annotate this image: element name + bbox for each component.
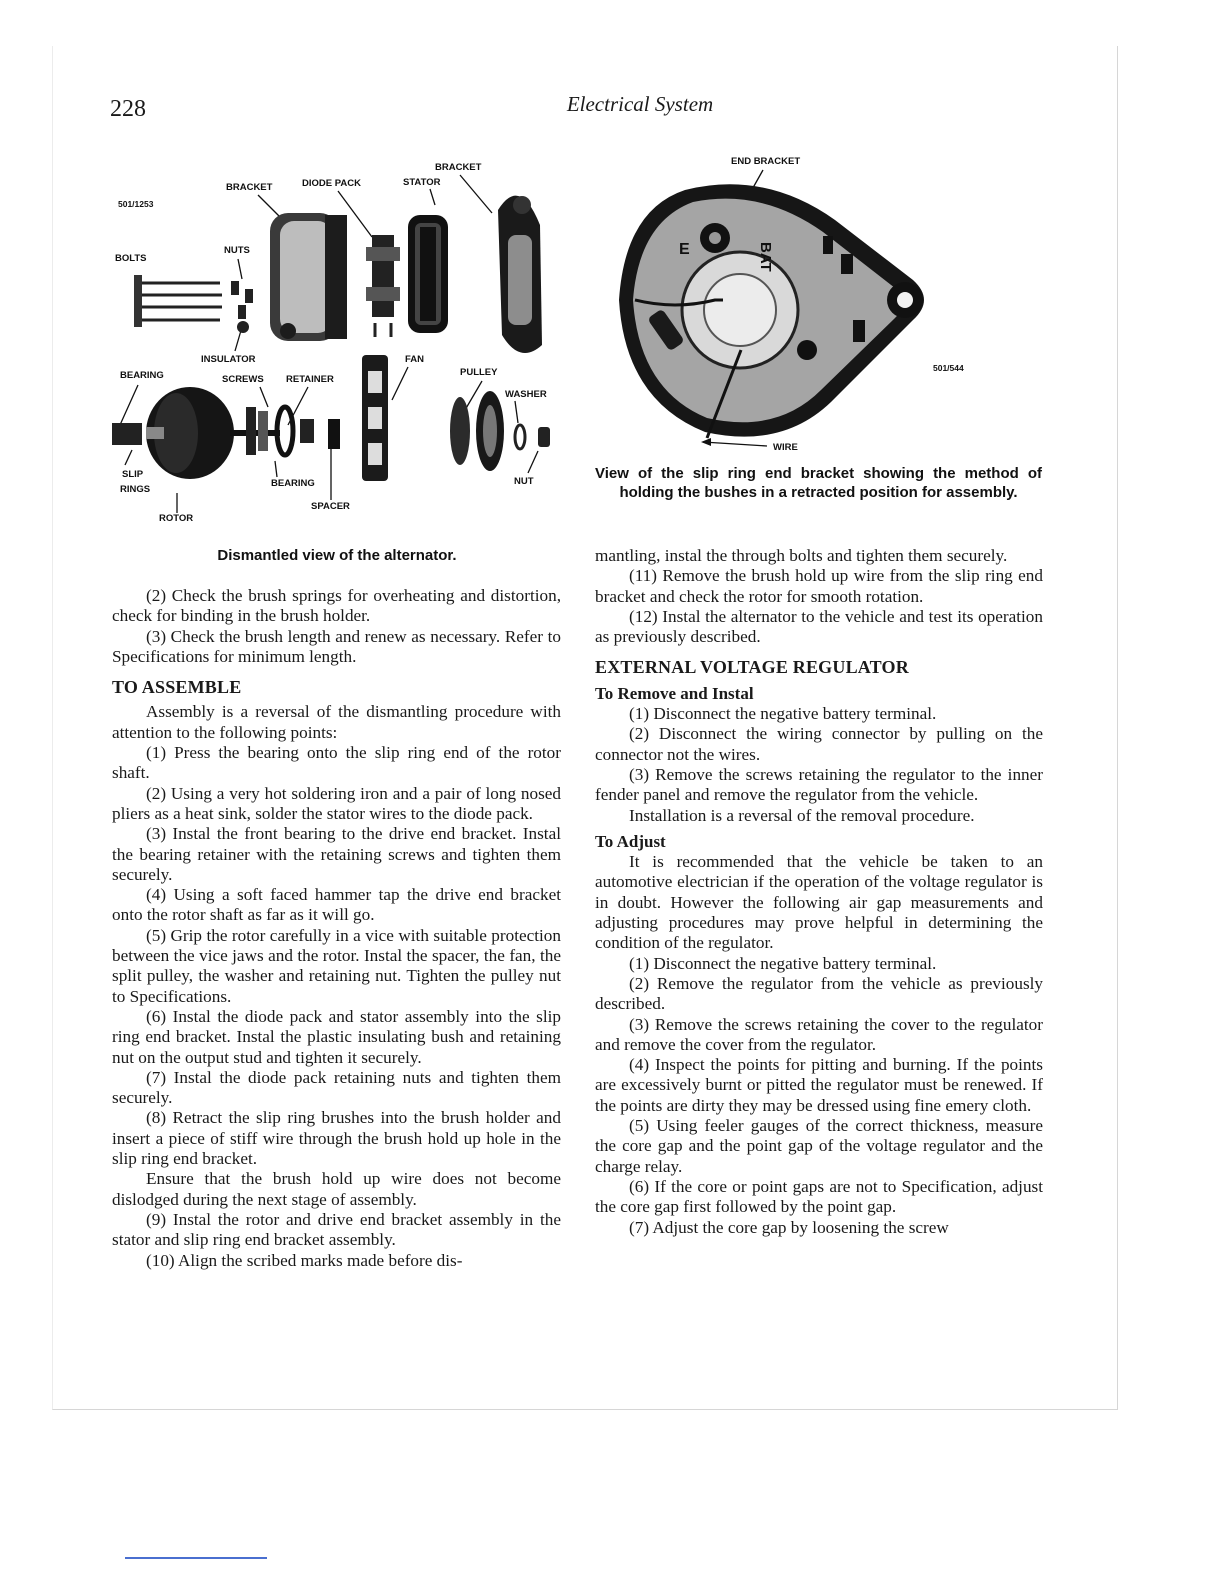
label-wire: WIRE bbox=[773, 442, 798, 453]
label-nut: NUT bbox=[514, 476, 534, 487]
stator-drawing bbox=[408, 215, 448, 333]
label-bolts: BOLTS bbox=[115, 253, 147, 264]
paragraph-installation: Installation is a reversal of the removal procedure. bbox=[629, 805, 975, 825]
adjust-step-5: (5) Using feeler gauges of the correct thickness, measure the core gap and the point gap of the voltage regulator and the charge relay. bbox=[595, 1116, 1043, 1176]
label-nuts: NUTS bbox=[224, 245, 250, 256]
label-fan: FAN bbox=[405, 354, 424, 365]
step-8: (8) Retract the slip ring brushes into the brush holder and insert a piece of stiff wire through the brush hold up hole in the slip ring end bracket. bbox=[112, 1108, 561, 1169]
label-spacer: SPACER bbox=[311, 501, 350, 512]
label-bearing-left: BEARING bbox=[120, 370, 164, 381]
paragraph-check-length: (3) Check the brush length and renew as necessary. Refer to Specifications for minimum length. bbox=[112, 626, 561, 666]
running-head: Electrical System bbox=[566, 92, 714, 116]
label-pulley: PULLEY bbox=[460, 367, 498, 378]
label-stator: STATOR bbox=[403, 177, 441, 188]
washer-nut-drawing bbox=[515, 425, 550, 449]
label-bracket-left: BRACKET bbox=[226, 182, 273, 193]
step-12: (12) Instal the alternator to the vehicle and test its operation as previously described. bbox=[595, 606, 1043, 647]
label-insulator: INSULATOR bbox=[201, 354, 256, 365]
label-rings: RINGS bbox=[120, 484, 151, 495]
terminal-bat-mark: BAT bbox=[757, 242, 774, 272]
step-1: (1) Press the bearing onto the slip ring end of the rotor shaft. bbox=[112, 743, 561, 783]
left-text-column bbox=[112, 586, 561, 1271]
step-5: (5) Grip the rotor carefully in a vice with suitable protection between the vice jaws and the rotor. Instal the spacer, the fan, the split pulley, the washer and retaining nut. Tighten the pulley nut to Specifications. bbox=[112, 925, 561, 1006]
slip-ring-end-bracket-illustration bbox=[595, 150, 1045, 455]
step-2: (2) Using a very hot soldering iron and a pair of long nosed pliers as a heat sink, solder the stator wires to the diode pack. bbox=[112, 783, 561, 823]
step-6: (6) Instal the diode pack and stator assembly into the slip ring end bracket. Instal the plastic insulating bush and retaining nut on the output stud and tighten it securely. bbox=[112, 1006, 561, 1067]
label-end-bracket: END BRACKET bbox=[731, 156, 801, 167]
footer-link-underline bbox=[125, 1557, 267, 1559]
adjust-step-6: (6) If the core or point gaps are not to Specification, adjust the core gap first followed by the point gap. bbox=[595, 1176, 1043, 1217]
label-bracket-top: BRACKET bbox=[435, 162, 482, 173]
slip-ring-end-bracket-figure bbox=[595, 150, 1045, 455]
end-bracket-body bbox=[619, 184, 924, 438]
diode-pack-drawing bbox=[366, 235, 400, 337]
remove-step-2: (2) Disconnect the wiring connector by pulling on the connector not the wires. bbox=[595, 724, 1043, 764]
step-4: (4) Using a soft faced hammer tap the drive end bracket onto the rotor shaft as far as it will go. bbox=[112, 885, 561, 925]
subheading-remove-instal: To Remove and Instal bbox=[595, 683, 754, 703]
label-bearing-bottom: BEARING bbox=[271, 478, 315, 489]
pulley-drawing bbox=[450, 391, 504, 471]
figure-code-right: 501/544 bbox=[933, 363, 964, 373]
remove-step-1: (1) Disconnect the negative battery terminal. bbox=[629, 704, 937, 724]
step-9: (9) Instal the rotor and drive end bracket assembly in the stator and slip ring end bracket assembly. bbox=[112, 1209, 561, 1250]
figure-code-left: 501/1253 bbox=[118, 199, 154, 209]
adjust-step-7: (7) Adjust the core gap by loosening the screw bbox=[629, 1217, 949, 1237]
bolts-drawing bbox=[134, 275, 222, 327]
step-3: (3) Instal the front bearing to the drive end bracket. Instal the bearing retainer with the retaining screws and tighten them securely. bbox=[112, 824, 561, 884]
terminal-e-mark: E bbox=[679, 241, 690, 258]
label-screws: SCREWS bbox=[222, 374, 264, 385]
caption-right: View of the slip ring end bracket showing the method of holding the bushes in a retracted position for assembly. bbox=[595, 465, 1042, 501]
paragraph-assembly-intro: Assembly is a reversal of the dismantling procedure with attention to the following points: bbox=[112, 702, 561, 742]
step-11: (11) Remove the brush hold up wire from the slip ring end bracket and check the rotor for smooth rotation. bbox=[595, 566, 1043, 606]
label-washer: WASHER bbox=[505, 389, 547, 400]
slip-ring-end-bracket-drawing bbox=[270, 213, 347, 341]
adjust-step-3: (3) Remove the screws retaining the cover to the regulator and remove the cover from the regulator. bbox=[595, 1014, 1043, 1054]
paragraph-ensure: Ensure that the brush hold up wire does not become dislodged during the next stage of assembly. bbox=[112, 1169, 561, 1209]
page-number: 228 bbox=[110, 96, 146, 122]
label-retainer: RETAINER bbox=[286, 374, 334, 385]
paragraph-check-springs: (2) Check the brush springs for overheating and distortion, check for binding in the brush holder. bbox=[112, 586, 561, 626]
adjust-step-4: (4) Inspect the points for pitting and burning. If the points are excessively burnt or pitted the regulator must be renewed. If the points are dirty they may be dressed using fine emery cloth. bbox=[595, 1055, 1043, 1115]
drive-end-bracket-drawing bbox=[498, 196, 542, 353]
heading-external-voltage-regulator: EXTERNAL VOLTAGE REGULATOR bbox=[595, 657, 909, 678]
nuts-drawing bbox=[231, 281, 253, 333]
label-slip: SLIP bbox=[122, 469, 144, 480]
label-diode-pack: DIODE PACK bbox=[302, 178, 361, 189]
exploded-alternator-illustration bbox=[110, 155, 570, 530]
paragraph-adjust-intro: It is recommended that the vehicle be taken to an automotive electrician if the operation of the voltage regulator is in doubt. However the following air gap measurements and adjusting procedures may prove helpful in determining the condition of the regulator. bbox=[595, 852, 1043, 953]
paragraph-continuation: mantling, instal the through bolts and tighten them securely. bbox=[595, 546, 1008, 565]
right-text-column bbox=[595, 546, 1043, 1238]
adjust-step-2: (2) Remove the regulator from the vehicle as previously described. bbox=[595, 973, 1043, 1014]
remove-step-3: (3) Remove the screws retaining the regulator to the inner fender panel and remove the regulator from the vehicle. bbox=[595, 764, 1043, 805]
step-10: (10) Align the scribed marks made before dis- bbox=[146, 1250, 463, 1270]
heading-to-assemble: TO ASSEMBLE bbox=[112, 677, 242, 698]
subheading-to-adjust: To Adjust bbox=[595, 831, 666, 851]
step-7: (7) Instal the diode pack retaining nuts and tighten them securely. bbox=[112, 1067, 561, 1108]
label-rotor: ROTOR bbox=[159, 513, 194, 524]
caption-left: Dismantled view of the alternator. bbox=[217, 547, 457, 564]
fan-drawing bbox=[362, 355, 388, 481]
exploded-alternator-figure bbox=[110, 155, 570, 530]
bearing-retainer-drawing bbox=[246, 407, 340, 455]
adjust-step-1: (1) Disconnect the negative battery terminal. bbox=[629, 953, 937, 973]
